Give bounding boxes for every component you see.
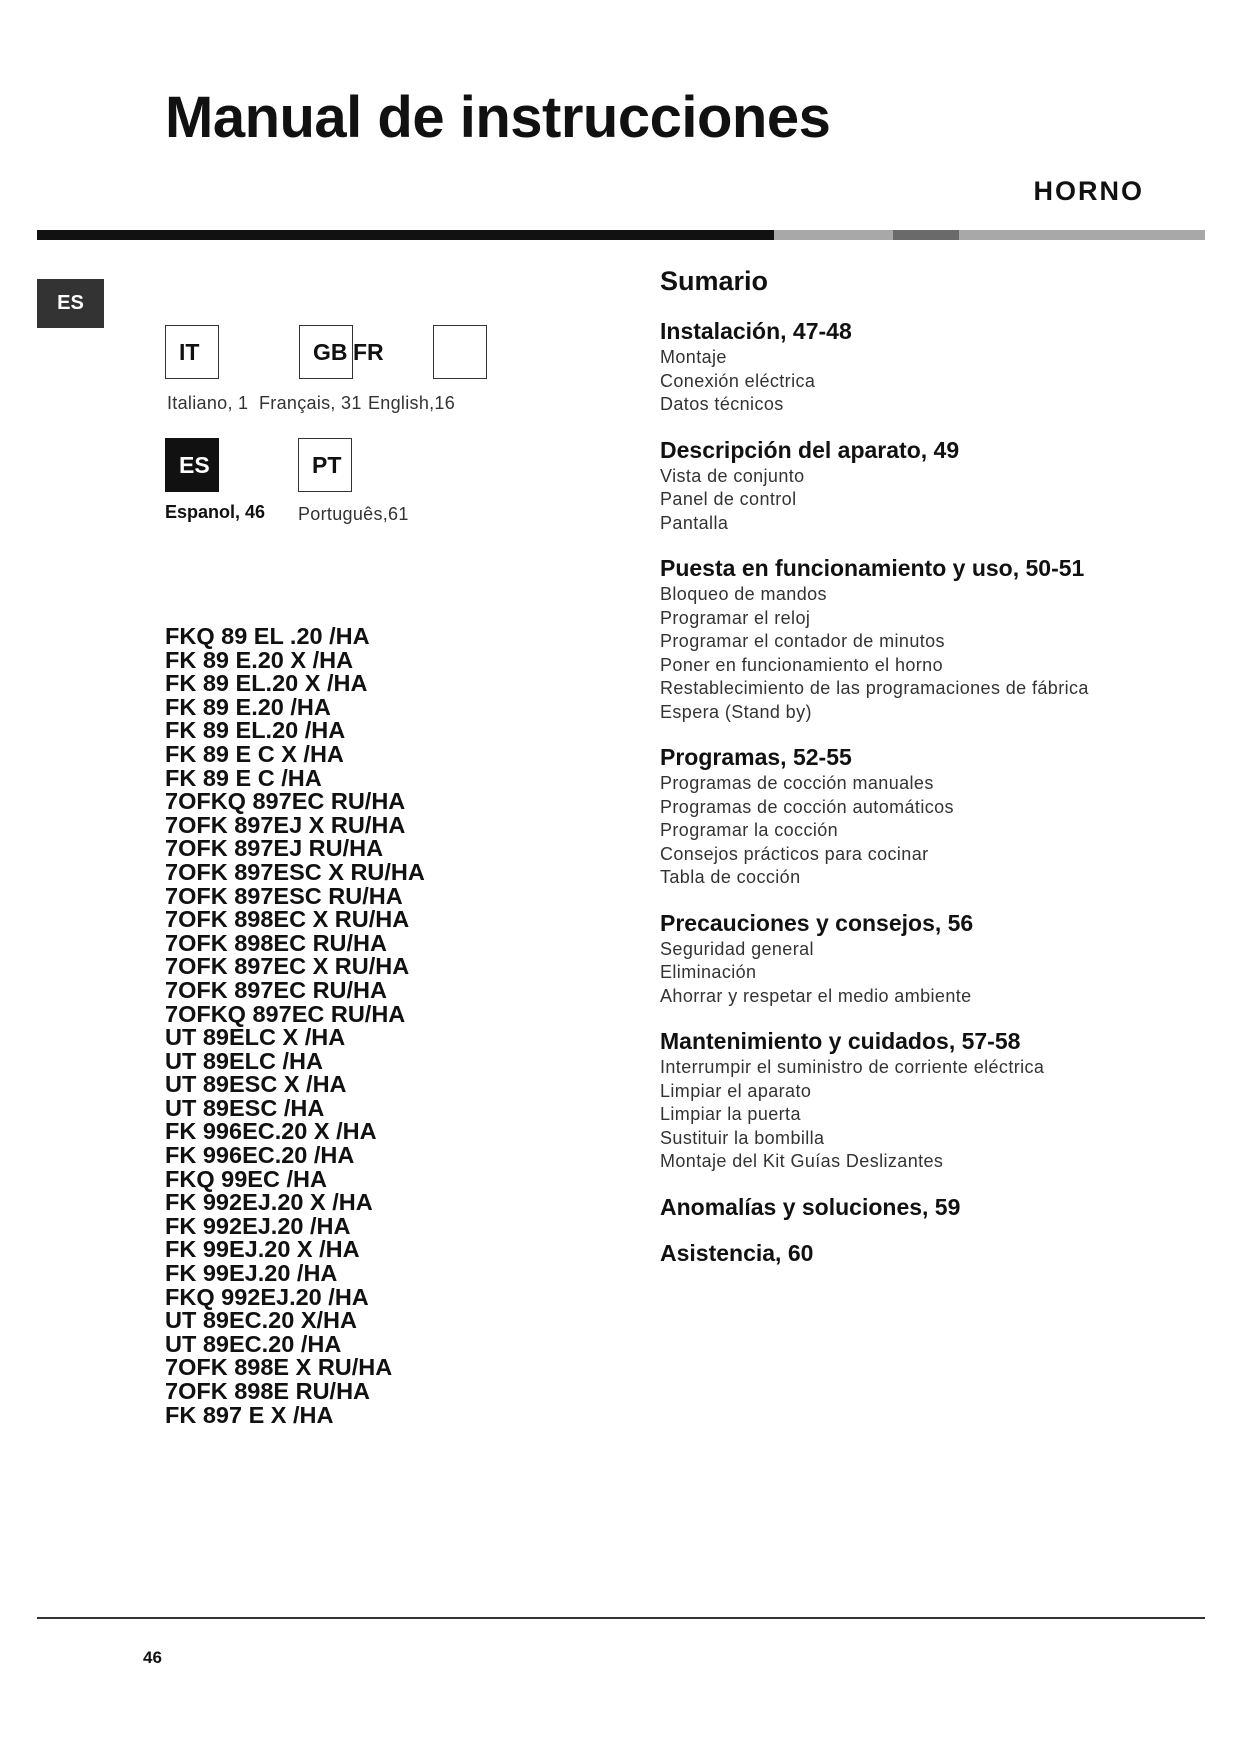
model-item: FK 992EJ.20 /HA [165,1212,351,1239]
toc-item[interactable]: Datos técnicos [660,394,784,414]
model-item: UT 89ESC /HA [165,1094,325,1121]
toc-section-descripcion [660,435,1220,536]
toc-item[interactable]: Consejos prácticos para cocinar [660,843,929,864]
footer-rule [37,1617,1205,1619]
toc-section-anomalias [660,1192,1220,1222]
model-item: FKQ 89 EL .20 /HA [165,623,370,649]
page-number: 46 [143,1648,162,1667]
toc-item[interactable]: Bloqueo de mandos [660,584,827,604]
lang-box-pt[interactable]: PT [298,438,352,492]
toc-item[interactable]: Montaje del Kit Guías Deslizantes [660,1151,944,1171]
table-of-contents [660,266,1220,1284]
header-rule-black [37,230,774,240]
model-item: FK 89 E C X /HA [165,740,344,767]
toc-heading[interactable]: Mantenimiento y cuidados, 57-58 [660,1028,1021,1054]
toc-section-puesta [660,553,1220,724]
model-item: 7OFK 897ESC RU/HA [165,882,403,909]
toc-section-precauciones [660,908,1220,1009]
model-item: FK 89 E C /HA [165,764,322,791]
header-rule-dark-grey [893,230,959,240]
lang-label-it: Italiano, 1 [167,393,249,413]
model-item: UT 89ELC /HA [165,1047,323,1074]
toc-item[interactable]: Conexión eléctrica [660,370,816,391]
lang-label-fr: Français, 31 [259,393,362,413]
toc-item[interactable]: Panel de control [660,489,797,509]
toc-item[interactable]: Tabla de cocción [660,867,801,887]
model-item: UT 89EC.20 X/HA [165,1307,357,1334]
toc-item[interactable]: Restablecimiento de las programaciones de fábrica [660,678,1089,698]
lang-label-pt: Português,61 [298,504,409,524]
model-item: UT 89ELC X /HA [165,1024,346,1051]
model-item: FK 996EC.20 X /HA [165,1118,377,1145]
toc-item[interactable]: Espera (Stand by) [660,701,812,722]
toc-item[interactable]: Vista de conjunto [660,465,805,486]
toc-section-programas [660,742,1220,890]
toc-title: Sumario [660,266,769,296]
model-list [165,625,425,1427]
toc-section-instalacion [660,316,1220,417]
model-item: FK 996EC.20 /HA [165,1142,355,1169]
toc-item[interactable]: Montaje [660,347,727,367]
model-item: FKQ 99EC /HA [165,1165,327,1192]
lang-label-es: Espanol, 46 [165,502,266,522]
toc-item[interactable]: Poner en funcionamiento el horno [660,654,943,675]
toc-item[interactable]: Programas de cocción manuales [660,773,934,793]
toc-item[interactable]: Seguridad general [660,938,814,959]
page-title: Manual de instrucciones [165,85,831,150]
model-item: FK 89 E.20 X /HA [165,646,354,673]
toc-item[interactable]: Programar la cocción [660,820,839,840]
toc-item[interactable]: Limpiar el aparato [660,1080,812,1101]
lang-label-gb: English,16 [368,393,456,413]
model-item: FK 992EJ.20 X /HA [165,1189,373,1216]
model-item: 7OFK 898EC RU/HA [165,929,387,956]
model-item: FK 897 E X /HA [165,1401,334,1428]
toc-item[interactable]: Pantalla [660,512,729,533]
toc-item[interactable]: Programas de cocción automáticos [660,796,954,817]
model-item: 7OFKQ 897EC RU/HA [165,1000,406,1027]
product-type: HORNO [1033,176,1144,206]
model-item: UT 89EC.20 /HA [165,1330,342,1357]
toc-section-mantenimiento [660,1026,1220,1174]
model-item: 7OFK 897EJ RU/HA [165,835,384,862]
toc-heading[interactable]: Descripción del aparato, 49 [660,436,960,463]
model-item: 7OFK 898E X RU/HA [165,1354,393,1381]
model-item: FK 89 EL.20 X /HA [165,670,368,697]
toc-heading[interactable]: Precauciones y consejos, 56 [660,909,974,936]
toc-heading[interactable]: Programas, 52-55 [660,744,852,770]
model-item: FK 89 EL.20 /HA [165,717,346,744]
lang-box-fr[interactable]: FR [353,338,384,365]
model-item: 7OFK 897ESC X RU/HA [165,858,425,885]
toc-heading[interactable]: Asistencia, 60 [660,1239,814,1266]
language-side-tab: ES [37,279,104,328]
model-item: 7OFK 897EJ X RU/HA [165,811,406,838]
model-item: UT 89ESC X /HA [165,1071,347,1098]
header-rule-grey-end [959,230,1205,240]
model-item: FK 99EJ.20 /HA [165,1260,338,1287]
toc-item[interactable]: Limpiar la puerta [660,1104,801,1124]
model-item: 7OFKQ 897EC RU/HA [165,788,406,815]
model-item: FKQ 992EJ.20 /HA [165,1283,369,1310]
toc-item[interactable]: Programar el contador de minutos [660,631,945,651]
toc-item[interactable]: Eliminación [660,962,757,982]
model-item: 7OFK 898E RU/HA [165,1378,371,1404]
toc-item[interactable]: Interrumpir el suministro de corriente eléctrica [660,1057,1045,1077]
toc-item[interactable]: Programar el reloj [660,607,811,628]
model-item: 7OFK 897EC RU/HA [165,976,387,1003]
lang-box-gb[interactable]: GB [299,325,353,379]
lang-box-it[interactable]: IT [165,325,219,379]
toc-section-asistencia [660,1238,1220,1268]
toc-item[interactable]: Ahorrar y respetar el medio ambiente [660,985,972,1006]
model-item: FK 99EJ.20 X /HA [165,1236,360,1263]
toc-item[interactable]: Sustituir la bombilla [660,1127,825,1148]
model-item: FK 89 E.20 /HA [165,693,331,720]
toc-heading[interactable]: Instalación, 47-48 [660,318,852,344]
model-item: 7OFK 897EC X RU/HA [165,953,410,980]
toc-heading[interactable]: Anomalías y soluciones, 59 [660,1193,961,1220]
lang-box-es[interactable]: ES [165,438,219,492]
model-item: 7OFK 898EC X RU/HA [165,906,410,933]
toc-heading[interactable]: Puesta en funcionamiento y uso, 50-51 [660,555,1085,581]
lang-box-empty [433,325,487,379]
header-rule-grey [774,230,893,240]
